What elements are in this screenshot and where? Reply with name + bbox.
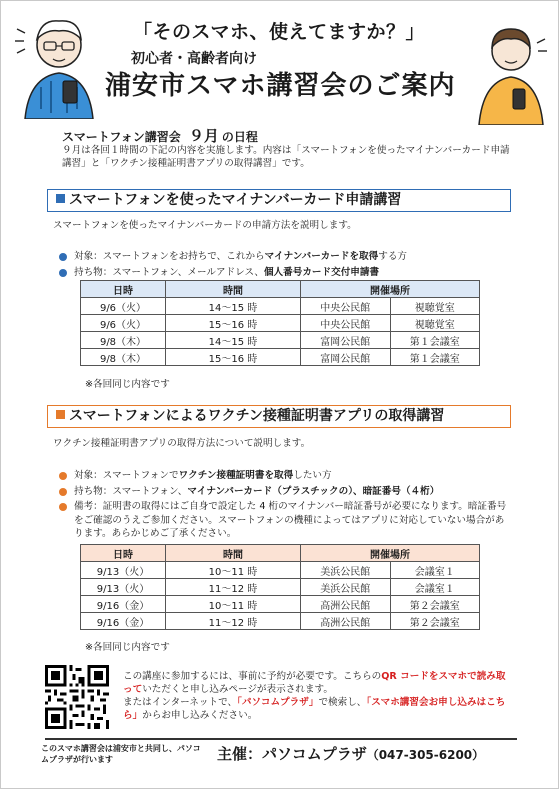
bullet-emphasis: マイナンバーカードを取得 xyxy=(264,251,379,262)
cell-date: 9/6（火） xyxy=(81,315,166,332)
schedule-label: スマートフォン講習会 xyxy=(62,130,181,144)
table-row xyxy=(81,298,480,315)
schedule-table-vaccine xyxy=(80,544,480,630)
cell-room: 視聴覚室 xyxy=(390,315,480,332)
list-item xyxy=(59,500,511,541)
table-row xyxy=(81,596,480,613)
list-item xyxy=(59,485,511,499)
table-row xyxy=(81,332,480,349)
cta-highlight: 「スマホ講習会お申し込みはこちら」 xyxy=(123,697,506,721)
cell-room: 第１会議室 xyxy=(390,332,480,349)
cell-venue: 中央公民館 xyxy=(301,298,391,315)
bullet-text: 対象：スマートフォンをお持ちで、これから xyxy=(74,251,265,262)
schedule-suffix: の日程 xyxy=(221,130,258,144)
bullet-text: 持ち物：スマートフォン、メールアドレス、 xyxy=(74,266,264,278)
col-header-time: 時間 xyxy=(166,281,301,298)
cta-text: で検索し、 xyxy=(318,697,367,708)
signup-instructions xyxy=(123,670,515,722)
cell-date: 9/16（金） xyxy=(81,613,166,630)
subtitle: 初心者・高齢者向け xyxy=(131,51,257,67)
cell-date: 9/13（火） xyxy=(81,579,166,596)
cta-highlight: QR コードをスマホで読み取って xyxy=(123,671,506,695)
section-mynumber-desc: スマートフォンを使ったマイナンバーカードの申請方法を説明します。 xyxy=(53,220,357,231)
bullet-dot-icon xyxy=(59,488,67,496)
person-left-illustration xyxy=(11,9,106,119)
schedule-month: ９月 xyxy=(188,127,219,145)
list-item xyxy=(59,266,407,280)
cell-venue: 中央公民館 xyxy=(301,315,391,332)
cell-room: 会議室１ xyxy=(390,562,480,579)
cta-highlight: 「パソコムプラザ」 xyxy=(237,697,319,708)
cell-venue: 美浜公民館 xyxy=(301,579,391,596)
headline: 「そのスマホ、使えてますか？」 xyxy=(132,21,426,43)
square-bullet-icon xyxy=(56,194,65,203)
cell-venue: 富岡公民館 xyxy=(301,332,391,349)
cell-date: 9/8（木） xyxy=(81,349,166,366)
cell-time: 10～11 時 xyxy=(166,596,301,613)
section-mynumber-note: ※各回同じ内容です xyxy=(85,379,170,390)
square-bullet-icon xyxy=(56,410,65,419)
col-header-date: 日時 xyxy=(81,545,166,562)
bullet-text: 対象：スマートフォンで xyxy=(74,470,179,481)
col-header-date: 日時 xyxy=(81,281,166,298)
cell-time: 10～11 時 xyxy=(166,562,301,579)
cell-time: 14～15 時 xyxy=(166,332,301,349)
cell-date: 9/6（火） xyxy=(81,298,166,315)
cell-time: 11～12 時 xyxy=(166,579,301,596)
bullet-emphasis: ワクチン接種証明書を取得 xyxy=(178,470,294,481)
cell-room: 第１会議室 xyxy=(390,349,480,366)
list-item xyxy=(59,469,511,483)
cell-room: 視聴覚室 xyxy=(390,298,480,315)
cell-time: 11～12 時 xyxy=(166,613,301,630)
cell-time: 15～16 時 xyxy=(166,315,301,332)
list-item xyxy=(59,250,407,264)
cell-venue: 高洲公民館 xyxy=(301,613,391,630)
organizer-phone: （047-305-6200） xyxy=(366,748,485,762)
section-mynumber-title-text: スマートフォンを使ったマイナンバーカード申請講習 xyxy=(69,192,402,208)
bullet-dot-icon xyxy=(59,503,67,511)
footer-divider xyxy=(45,738,517,740)
col-header-venue: 開催場所 xyxy=(301,281,480,298)
section-mynumber-bullets xyxy=(59,250,407,281)
bullet-text: 持ち物：スマートフォン、 xyxy=(74,485,188,497)
cta-text: またはインターネットで、 xyxy=(123,697,238,708)
schedule-table-mynumber xyxy=(80,280,480,366)
person-right-illustration xyxy=(471,15,551,125)
cell-time: 15～16 時 xyxy=(166,349,301,366)
bullet-dot-icon xyxy=(59,253,67,261)
schedule-heading xyxy=(62,125,258,146)
organizer-name: 主催：パソコムプラザ xyxy=(217,745,367,763)
cooperation-note: このスマホ講習会は浦安市と共同し、パソコムプラザが行います xyxy=(41,744,201,764)
cta-text: この講座に参加するには、事前に予約が必要です。こちらの xyxy=(123,671,382,682)
organizer xyxy=(217,743,484,764)
cell-date: 9/8（木） xyxy=(81,332,166,349)
schedule-intro: ９月は各回１時間の下記の内容を実施します。内容は「スマートフォンを使ったマイナンバーカード申請講習」と「ワクチン接種証明書アプリの取得講習」です。 xyxy=(62,145,510,169)
cta-text: いただくと申し込みページが表示されます。 xyxy=(142,684,333,695)
bullet-text: 備考：証明書の取得にはご自身で設定した 4 桁のマイナンバー暗証番号が必要になります。暗証番号をご確認のうえご参加ください。スマートフォンの機種によってはアプリに対応していない場合があります。あらかじめご了承ください。 xyxy=(74,501,507,539)
table-row xyxy=(81,579,480,596)
cell-room: 会議室１ xyxy=(390,579,480,596)
section-vaccine-title-text: スマートフォンによるワクチン接種証明書アプリの取得講習 xyxy=(69,408,445,424)
table-row xyxy=(81,562,480,579)
cell-venue: 美浜公民館 xyxy=(301,562,391,579)
bullet-dot-icon xyxy=(59,472,67,480)
col-header-venue: 開催場所 xyxy=(301,545,480,562)
bullet-text: する方 xyxy=(378,251,408,262)
col-header-time: 時間 xyxy=(166,545,301,562)
bullet-emphasis: 個人番号カード交付申請書 xyxy=(263,266,380,278)
cell-date: 9/13（火） xyxy=(81,562,166,579)
section-mynumber-title xyxy=(47,189,511,212)
section-vaccine-desc: ワクチン接種証明書アプリの取得方法について説明します。 xyxy=(53,438,311,449)
table-row xyxy=(81,613,480,630)
bullet-text: したい方 xyxy=(293,470,332,481)
cta-text: からお申し込みください。 xyxy=(142,710,258,721)
cell-date: 9/16（金） xyxy=(81,596,166,613)
cell-venue: 高洲公民館 xyxy=(301,596,391,613)
bullet-emphasis: マイナンバーカード（プラスチックの）、暗証番号（４桁） xyxy=(187,485,440,497)
cell-venue: 富岡公民館 xyxy=(301,349,391,366)
cell-time: 14～15 時 xyxy=(166,298,301,315)
section-vaccine-note: ※各回同じ内容です xyxy=(85,642,170,653)
page-title: 浦安市スマホ講習会のご案内 xyxy=(105,71,456,101)
bullet-dot-icon xyxy=(59,269,67,277)
qr-code[interactable] xyxy=(45,665,109,729)
cell-room: 第２会議室 xyxy=(390,596,480,613)
section-vaccine-bullets xyxy=(59,469,511,543)
cell-room: 第２会議室 xyxy=(390,613,480,630)
section-vaccine-title xyxy=(47,405,511,428)
table-row xyxy=(81,349,480,366)
table-row xyxy=(81,315,480,332)
